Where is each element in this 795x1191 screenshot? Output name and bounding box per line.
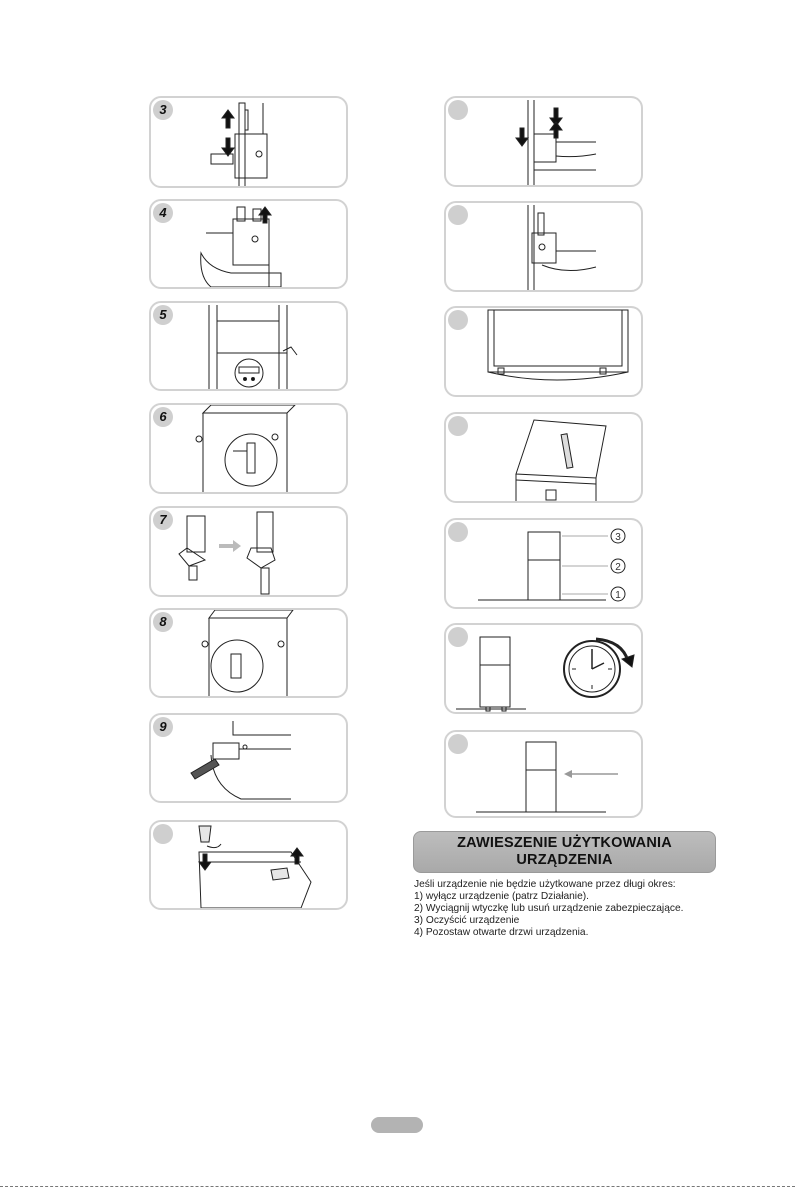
door-hinge-arrows-illustration <box>446 98 643 187</box>
step-panel-6 <box>149 403 348 494</box>
step-panel-3 <box>149 96 348 188</box>
step-number-badge: 6 <box>153 407 173 427</box>
step-panel-10 <box>149 820 348 910</box>
step-number-badge: 8 <box>153 612 173 632</box>
fridge-push-illustration <box>446 732 643 818</box>
instruction-item: 2) Wyciągnij wtyczkę lub usuń urządzenie zabezpieczające. <box>414 903 684 914</box>
step-number-badge: 9 <box>153 717 173 737</box>
svg-text:1: 1 <box>615 590 621 601</box>
svg-text:2: 2 <box>615 562 621 573</box>
fridge-level-illustration <box>446 520 643 609</box>
hinge-cover-illustration <box>151 822 348 910</box>
instruction-item: 3) Oczyścić urządzenie <box>414 915 520 926</box>
step-panel-right-3 <box>444 306 643 397</box>
step-number-badge <box>448 734 468 754</box>
door-hinge-detail-illustration <box>151 405 348 494</box>
hinge-mount-illustration <box>446 203 643 292</box>
instructions-intro: Jeśli urządzenie nie będzie użytkowane przez długi okres: <box>414 879 676 890</box>
step-number-badge <box>448 100 468 120</box>
hinge-screw-illustration <box>151 98 348 188</box>
instruction-item: 1) wyłącz urządzenie (patrz Działanie). <box>414 891 589 902</box>
screwdriver-hinge-illustration <box>151 715 348 803</box>
step-number-badge: 4 <box>153 203 173 223</box>
page-bottom-dotted-line <box>0 1186 795 1187</box>
section-title-line1: ZAWIESZENIE UŻYTKOWANIA <box>457 835 672 851</box>
open-door-illustration <box>446 308 643 397</box>
step-panel-right-1 <box>444 96 643 187</box>
instruction-item: 4) Pozostaw otwarte drzwi urządzenia. <box>414 927 589 938</box>
cabinet-top-illustration <box>151 303 348 391</box>
step-number-badge <box>448 627 468 647</box>
step-number-badge <box>153 824 173 844</box>
step-number-badge: 5 <box>153 305 173 325</box>
step-panel-4 <box>149 199 348 289</box>
top-hinge-illustration <box>151 201 348 289</box>
fridge-wait-clock-illustration <box>446 625 643 714</box>
step-number-badge <box>448 416 468 436</box>
step-panel-right-4 <box>444 412 643 503</box>
step-panel-right-7 <box>444 730 643 818</box>
bottom-hinge-detail-illustration <box>151 610 348 698</box>
step-panel-5 <box>149 301 348 391</box>
step-panel-9 <box>149 713 348 803</box>
step-number-badge <box>448 522 468 542</box>
fridge-top-screwdriver-illustration <box>446 414 643 503</box>
step-number-badge: 3 <box>153 100 173 120</box>
step-number-badge <box>448 205 468 225</box>
storage-instructions <box>414 879 734 939</box>
step-panel-right-6 <box>444 623 643 714</box>
svg-text:3: 3 <box>615 532 621 543</box>
step-number-badge: 7 <box>153 510 173 530</box>
wrench-adjust-illustration <box>151 508 348 597</box>
section-title-line2: URZĄDZENIA <box>516 852 613 868</box>
step-panel-right-2 <box>444 201 643 292</box>
step-number-badge <box>448 310 468 330</box>
section-title-banner <box>413 831 716 873</box>
step-panel-7 <box>149 506 348 597</box>
step-panel-right-5 <box>444 518 643 609</box>
page-number-pill <box>371 1117 423 1133</box>
step-panel-8 <box>149 608 348 698</box>
